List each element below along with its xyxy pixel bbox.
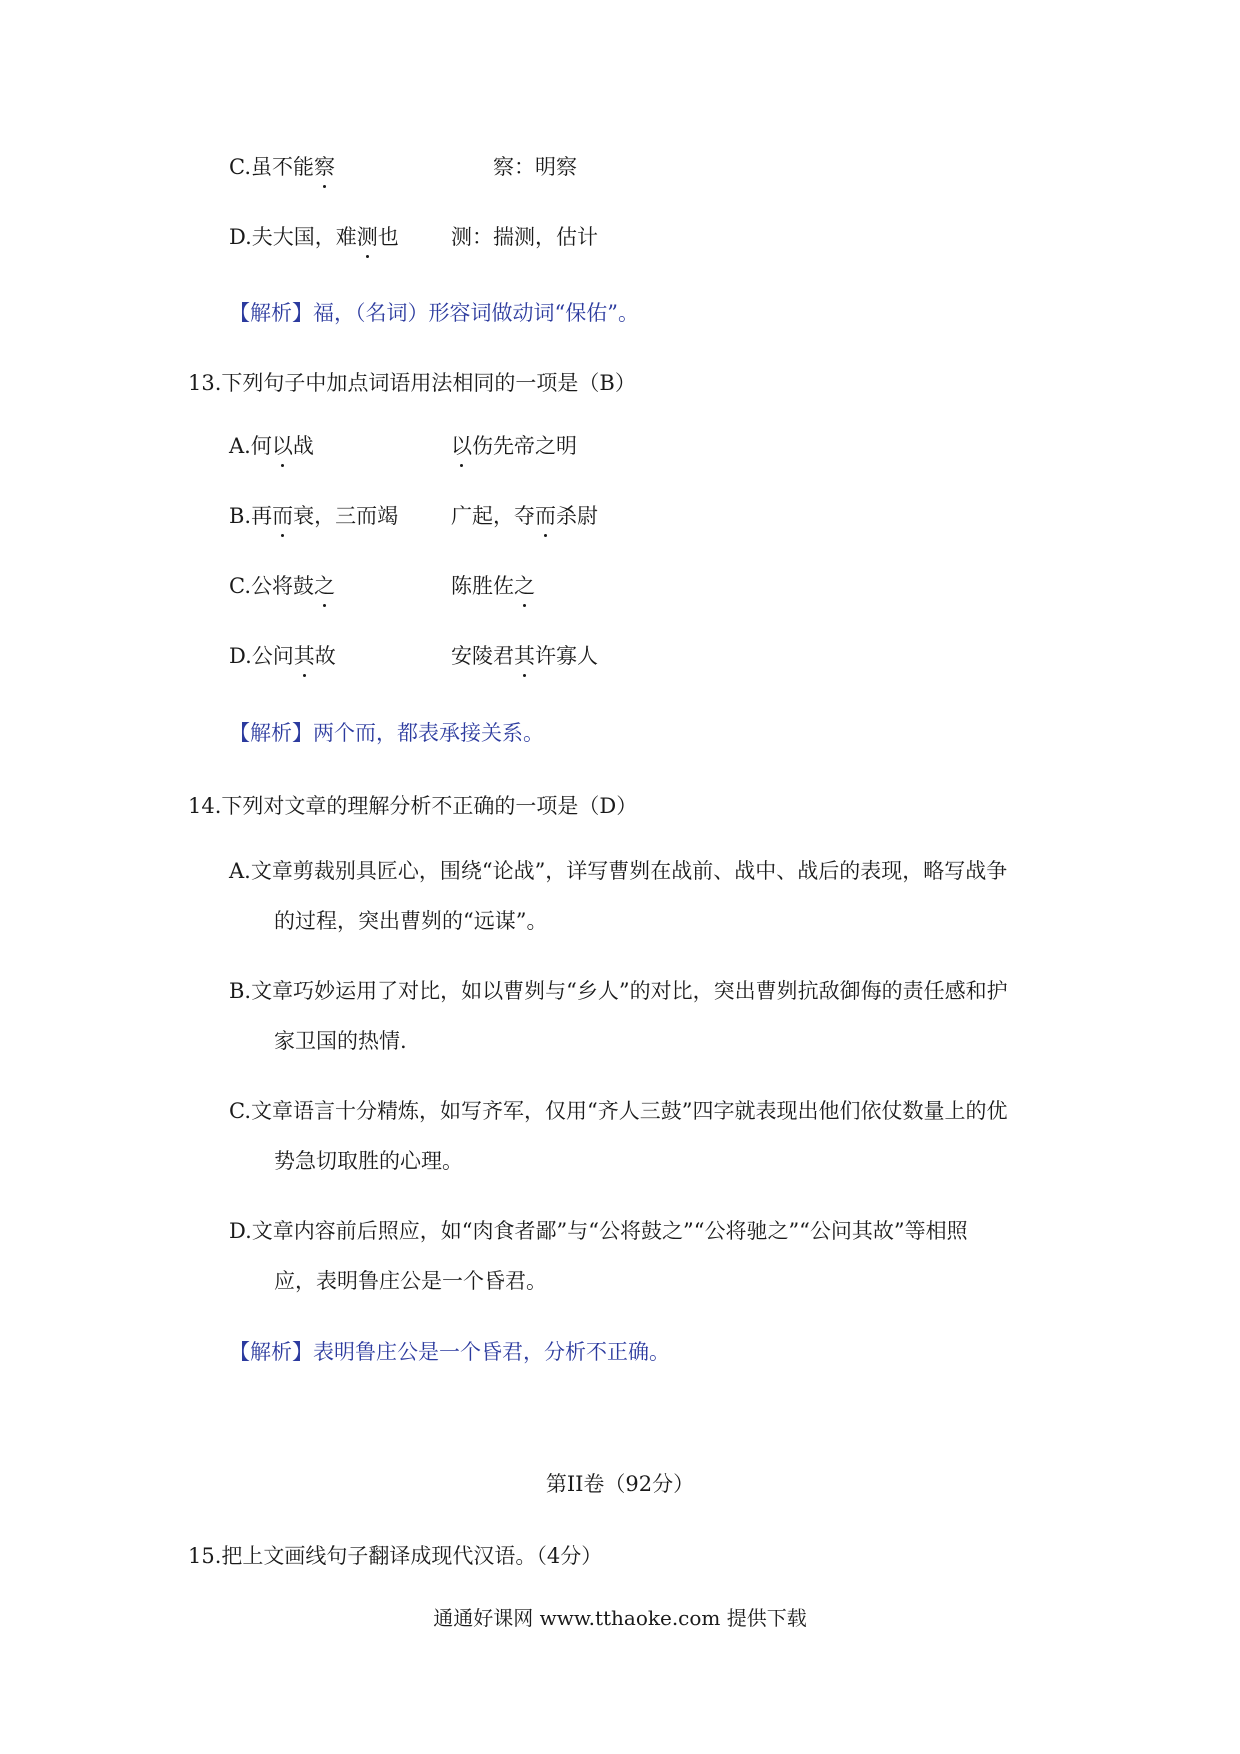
page-footer: 通通好课网 www.tthaoke.com 提供下载 (433, 1606, 807, 1630)
q14-option-d-line2: 应，表明鲁庄公是一个昏君。 (274, 1269, 547, 1293)
q13-option-c-right: 陈胜佐之 (451, 574, 535, 598)
emphasis-dot-char: 而 (272, 504, 294, 528)
emphasis-dot-char: 而 (535, 504, 556, 528)
q12-option-d-gloss: 测：揣测，估计 (451, 225, 598, 249)
q13-stem: 13.下列句子中加点词语用法相同的一项是（B） (188, 371, 636, 395)
q15-stem: 15.把上文画线句子翻译成现代汉语。（4分） (188, 1544, 603, 1568)
q12-option-d: D.夫大国，难测也 (229, 225, 399, 249)
emphasis-dot-char: 察 (314, 155, 335, 179)
emphasis-dot-char: 其 (514, 644, 535, 668)
q13-option-d-right: 安陵君其许寡人 (451, 644, 598, 668)
q12-option-c-gloss: 察：明察 (493, 155, 577, 179)
q14-option-a-line2: 的过程，突出曹刿的“远谋”。 (274, 909, 548, 933)
q13-option-b: B.再而衰，三而竭 (229, 504, 399, 528)
q13-option-b-right: 广起，夺而杀尉 (451, 504, 598, 528)
q14-option-a-line1: A.文章剪裁别具匠心，围绕“论战”，详写曹刿在战前、战中、战后的表现，略写战争 (229, 859, 1008, 883)
q14-analysis: 【解析】表明鲁庄公是一个昏君，分析不正确。 (229, 1340, 670, 1364)
emphasis-dot-char: 之 (314, 574, 335, 598)
emphasis-dot-char: 以 (451, 434, 472, 458)
q14-option-c-line1: C.文章语言十分精炼，如写齐军，仅用“齐人三鼓”四字就表现出他们依仗数量上的优 (229, 1099, 1008, 1123)
q14-option-b-line1: B.文章巧妙运用了对比，如以曹刿与“乡人”的对比，突出曹刿抗敌御侮的责任感和护 (229, 979, 1008, 1003)
emphasis-dot-char: 之 (514, 574, 535, 598)
q13-option-d: D.公问其故 (229, 644, 336, 668)
emphasis-dot-char: 其 (293, 644, 315, 668)
q14-option-d-line1: D.文章内容前后照应，如“肉食者鄙”与“公将鼓之”“公将驰之”“公问其故”等相照 (229, 1219, 968, 1243)
q14-option-c-line2: 势急切取胜的心理。 (274, 1149, 463, 1173)
q12-option-c: C.虽不能察 (229, 155, 335, 179)
q13-option-a-right: 以伤先帝之明 (451, 434, 577, 458)
emphasis-dot-char: 以 (271, 434, 293, 458)
section-title: 第II卷（92分） (545, 1472, 695, 1496)
q14-option-b-line2: 家卫国的热情. (274, 1029, 407, 1053)
q12-analysis: 【解析】福，（名词）形容词做动词“保佑”。 (229, 301, 639, 325)
q13-analysis: 【解析】两个而，都表承接关系。 (229, 721, 544, 745)
q13-option-a: A.何以战 (229, 434, 314, 458)
emphasis-dot-char: 测 (356, 225, 378, 249)
q14-stem: 14.下列对文章的理解分析不正确的一项是（D） (188, 794, 638, 818)
q13-option-c: C.公将鼓之 (229, 574, 335, 598)
